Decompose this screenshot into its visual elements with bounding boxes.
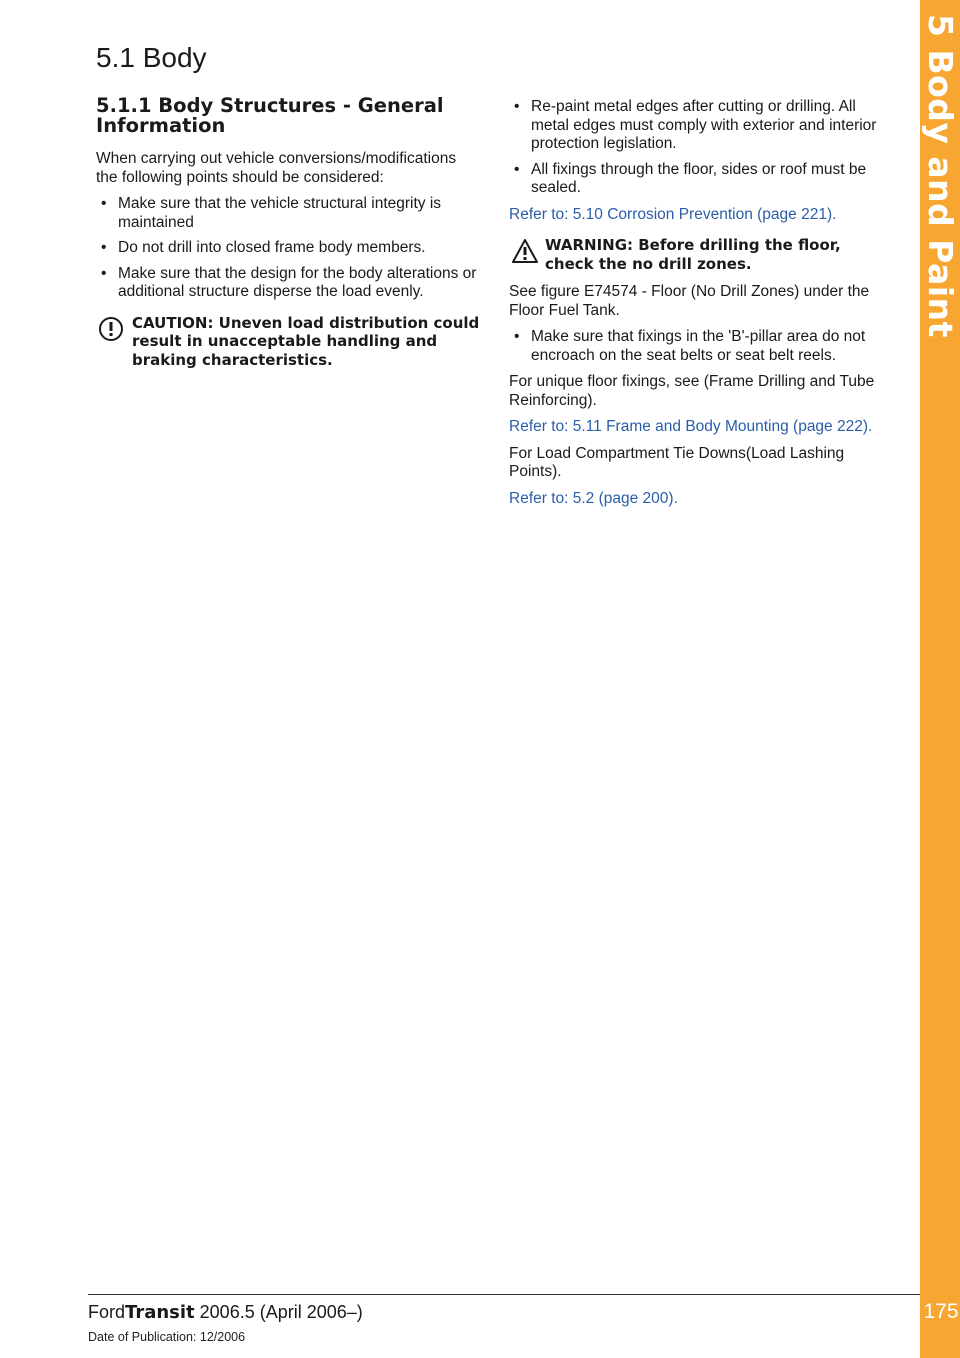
list-item: • All fixings through the floor, sides or roof must be sealed.	[514, 160, 867, 196]
considerations-list	[96, 195, 480, 302]
floor-fixings-paragraph: For unique floor fixings, see (Frame Drilling and Tube Reinforcing).	[509, 373, 875, 409]
list-item: • Make sure that fixings in the 'B'-pillar area do not encroach on the seat belts or seat belt reels.	[514, 328, 866, 364]
subsection-heading: 5.1.1 Body Structures - General Information	[96, 94, 444, 137]
footer-vehicle-title	[88, 1302, 363, 1323]
list-item: • Make sure that the vehicle structural integrity is maintained	[101, 195, 442, 231]
frame-body-mounting-link[interactable]: Refer to: 5.11 Frame and Body Mounting (page 222).	[509, 418, 873, 435]
b-pillar-list	[509, 328, 893, 365]
intro-paragraph: When carrying out vehicle conversions/modifications the following points should be considered:	[96, 150, 457, 186]
left-column	[96, 96, 480, 379]
page-number: 175	[923, 1300, 959, 1323]
footer-brand: Ford	[88, 1302, 126, 1322]
tie-downs-paragraph: For Load Compartment Tie Downs(Load Lashing Points).	[509, 444, 845, 480]
chapter-tab-label: 5 Body and Paint	[921, 14, 960, 338]
corrosion-prevention-link[interactable]: Refer to: 5.10 Corrosion Prevention (page 221).	[509, 205, 837, 223]
section-title: 5.1 Body	[96, 42, 207, 73]
warning-icon	[511, 238, 539, 264]
right-column	[509, 98, 893, 516]
caution-note	[96, 314, 480, 370]
list-item: • Make sure that the design for the body alterations or additional structure disperse the load evenly.	[101, 264, 477, 300]
list-item: • Do not drill into closed frame body members.	[101, 239, 426, 256]
warning-text: WARNING: Before drilling the floor, check the no drill zones.	[545, 236, 841, 273]
section-5-2-link[interactable]: Refer to: 5.2 (page 200).	[509, 489, 678, 507]
warning-note	[509, 236, 893, 273]
caution-text: CAUTION: Uneven load distribution could result in unacceptable handling and braking characteristics.	[132, 313, 480, 369]
footer-edition: 2006.5 (April 2006–)	[194, 1302, 363, 1322]
footer-divider	[88, 1294, 920, 1295]
no-drill-zones-paragraph: See figure E74574 - Floor (No Drill Zones) under the Floor Fuel Tank.	[509, 283, 870, 319]
edge-sealing-list	[509, 98, 893, 198]
caution-icon	[98, 316, 126, 342]
footer-model: Transit	[125, 1302, 195, 1323]
list-item: • Re-paint metal edges after cutting or drilling. All metal edges must comply with exterior and interior protection legislation.	[514, 98, 877, 152]
publication-date: Date of Publication: 12/2006	[88, 1330, 246, 1344]
